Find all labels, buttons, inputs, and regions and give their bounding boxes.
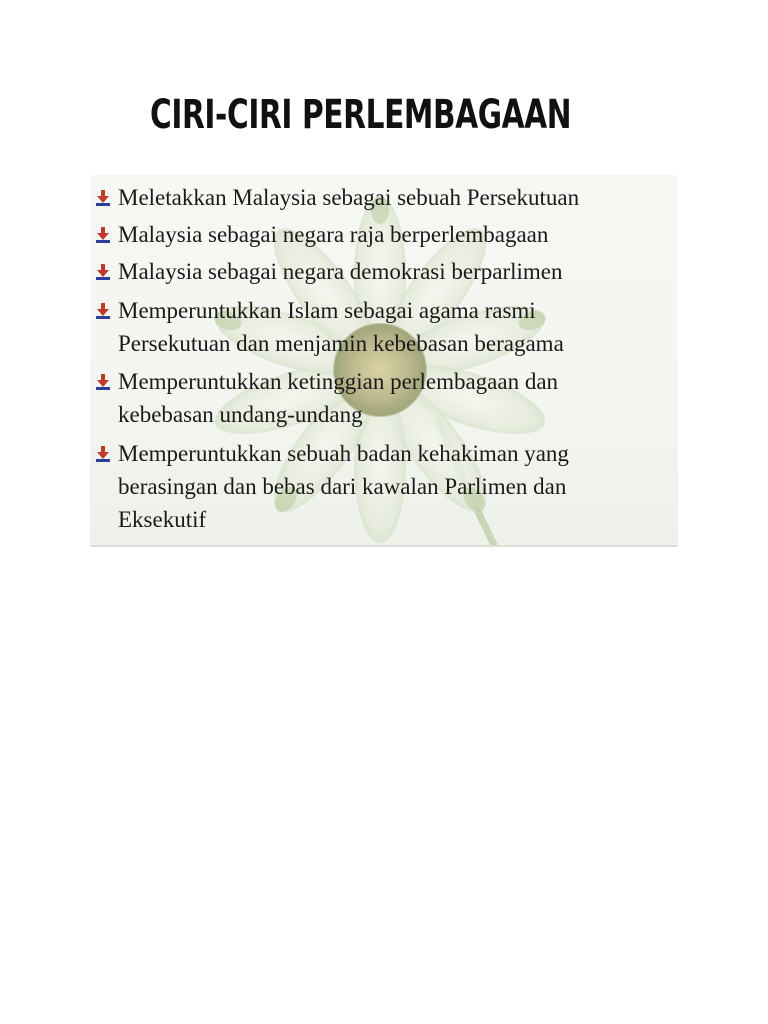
- bullet-line: Persekutuan dan menjamin kebebasan beragama: [118, 331, 564, 356]
- down-arrow-bullet-icon: [96, 303, 110, 319]
- slide-divider: [90, 545, 678, 547]
- down-arrow-bullet-icon: [96, 190, 110, 206]
- bullet-line: Eksekutif: [118, 507, 207, 532]
- bullet-line: berasingan dan bebas dari kawalan Parlimen dan: [118, 474, 567, 499]
- bullet-line: Memperuntukkan sebuah badan kehakiman yang: [118, 441, 569, 466]
- bullet-line: Malaysia sebagai negara raja berperlembagaan: [118, 222, 549, 247]
- down-arrow-bullet-icon: [96, 446, 110, 462]
- page-title: CIRI-CIRI PERLEMBAGAAN: [150, 92, 572, 138]
- bullet-line: kebebasan undang-undang: [118, 402, 363, 427]
- down-arrow-bullet-icon: [96, 264, 110, 280]
- down-arrow-bullet-icon: [96, 374, 110, 390]
- bullet-line: Malaysia sebagai negara demokrasi berparlimen: [118, 259, 563, 284]
- slide-panel: [90, 175, 678, 547]
- bullet-line: Memperuntukkan ketinggian perlembagaan dan: [118, 369, 559, 394]
- down-arrow-bullet-icon: [96, 227, 110, 243]
- bullet-line: Memperuntukkan Islam sebagai agama rasmi: [118, 298, 536, 323]
- bullet-line: Meletakkan Malaysia sebagai sebuah Persekutuan: [118, 185, 580, 210]
